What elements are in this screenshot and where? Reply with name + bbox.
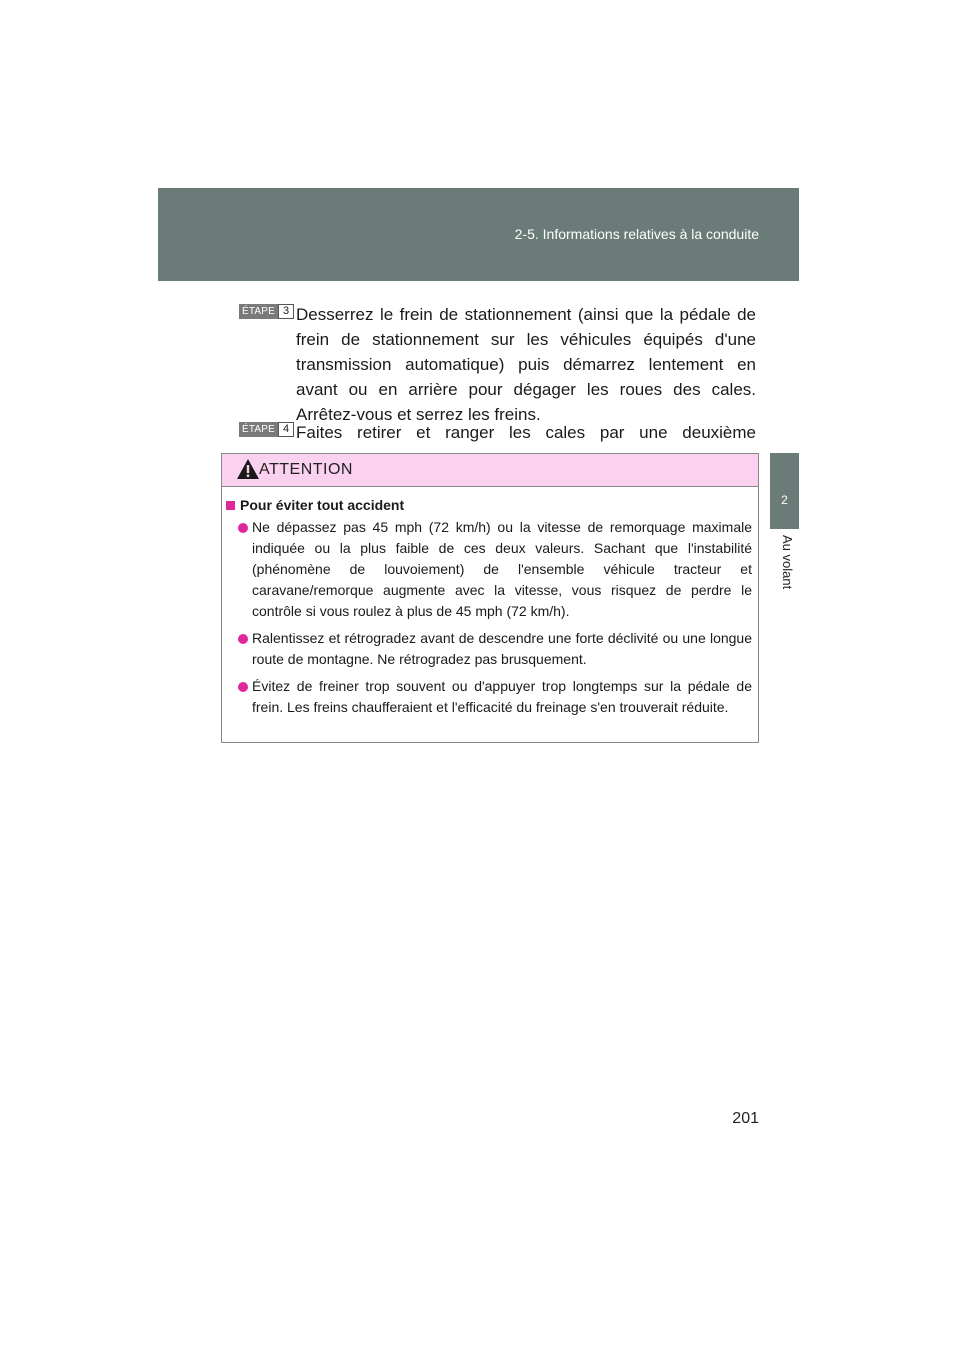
step-badge-label: ÉTAPE bbox=[239, 304, 278, 319]
warning-item-text: Ralentissez et rétrogradez avant de descendre une forte déclivité ou une longue route de montagne. Ne rétrogradez pas brusquement. bbox=[252, 630, 752, 667]
section-title: 2-5. Informations relatives à la conduite bbox=[514, 226, 759, 242]
warning-section-title bbox=[226, 497, 752, 513]
warning-item bbox=[226, 628, 752, 670]
page-number: 201 bbox=[732, 1110, 759, 1127]
chapter-number: 2 bbox=[781, 493, 788, 507]
square-bullet-icon bbox=[226, 501, 235, 510]
warning-header bbox=[222, 454, 758, 487]
warning-title: ATTENTION bbox=[259, 461, 353, 478]
step-badge-label: ÉTAPE bbox=[239, 422, 278, 437]
step-text: Faites retirer et ranger les cales par une deuxième bbox=[296, 423, 756, 442]
warning-box bbox=[221, 453, 759, 743]
section-header-band bbox=[158, 188, 799, 281]
warning-section-text: Pour éviter tout accident bbox=[240, 497, 405, 513]
warning-item bbox=[226, 676, 752, 718]
circle-bullet-icon bbox=[238, 682, 248, 692]
step-badge-number: 4 bbox=[278, 422, 294, 437]
warning-item-text: Évitez de freiner trop souvent ou d'appuyer trop longtemps sur la pédale de frein. Les freins chaufferaient et l'efficacité du freinage s'en trouverait réduite. bbox=[252, 678, 752, 715]
circle-bullet-icon bbox=[238, 523, 248, 533]
step-text: Desserrez le frein de stationnement (ainsi que la pédale de frein de stationnement sur les véhicules équipés d'une transmission automatique) puis démarrez lentement en avant ou en arrière pour dégager les roues des cales. Arrêtez-vous et serrez les freins. bbox=[296, 305, 756, 424]
chapter-label: Au volant bbox=[780, 535, 795, 590]
step-badge-number: 3 bbox=[278, 304, 294, 319]
step-3 bbox=[239, 302, 759, 427]
step-badge bbox=[239, 422, 294, 437]
step-badge bbox=[239, 304, 294, 319]
chapter-tab bbox=[770, 453, 799, 529]
warning-item bbox=[226, 517, 752, 622]
warning-item-text: Ne dépassez pas 45 mph (72 km/h) ou la vitesse de remorquage maximale indiquée ou la plus faible de ces deux valeurs. Sachant que l'instabilité (phénomène de louvoiement) de l'ensemble véhicule tracteur et caravane/remorque augmente avec la vitesse, vous risquez de perdre le contrôle si vous roulez à plus de 45 mph (72 km/h). bbox=[252, 519, 752, 619]
warning-body bbox=[222, 487, 758, 718]
circle-bullet-icon bbox=[238, 634, 248, 644]
warning-triangle-icon bbox=[236, 458, 260, 480]
